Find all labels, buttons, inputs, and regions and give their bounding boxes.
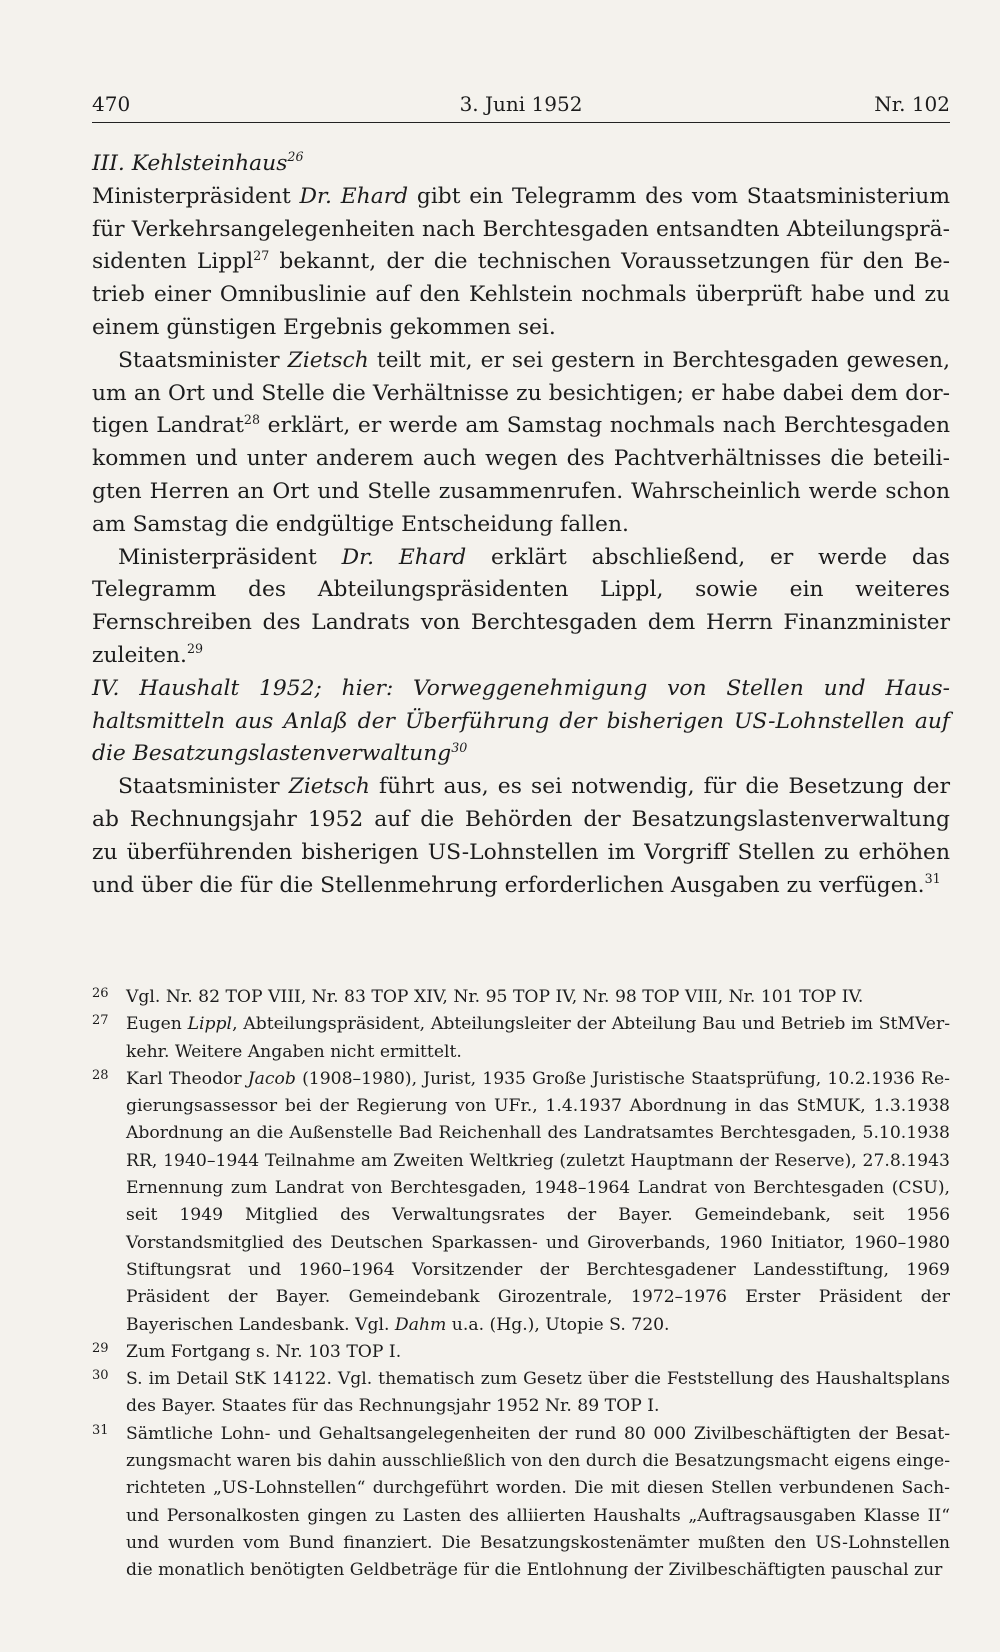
paragraph: Staatsminister Zietsch führt aus, es sei notwendig, für die Besetzung der ab Rechnungsjahr 1952 auf die Behörden der Besatzungslastenverwaltung zu überführenden bisherigen US-Lohnstellen im Vorgriff Stellen zu erhöhen und über die für die Stellenmehrung erforderlichen Ausgaben zu verfügen.$^{31}$ — [92, 774, 951, 898]
footnote-ref: 26 — [287, 149, 304, 165]
footnote-27: 27 Eugen Lippl, Abteilungspräsident, Abteilungsleiter der Abteilung Bau und Betrieb im StMVerkehr. Weitere Angaben nicht ermittelt. — [92, 1013, 951, 1062]
header-date: 3. Juni 1952 — [459, 92, 583, 116]
footnote-26: 26 Vgl. Nr. 82 TOP VIII, Nr. 83 TOP XIV, Nr. 95 TOP IV, Nr. 98 TOP VIII, Nr. 101 TOP IV. — [92, 986, 864, 1007]
main-text — [92, 148, 950, 902]
paragraph: Ministerpräsident Dr. Ehard erklärt abschließend, er werde das Telegramm des Abteilungspräsidenten Lippl, sowie ein weiteres Fernschreiben des Landrats von Berchtesgaden dem Herrn Finanzminister zuleiten.$^{29}$ — [92, 544, 950, 668]
page-number: 470 — [92, 92, 131, 116]
footnote-ref: 27 — [253, 247, 270, 263]
footnote-ref: 29 — [187, 641, 204, 657]
footnote-ref: 31 — [924, 870, 941, 886]
running-header — [92, 88, 950, 123]
paragraph: Staatsminister Zietsch teilt mit, er sei gestern in Berchtesgaden gewesen, um an Ort und Stelle die Verhältnisse zu besichtigen; er habe dabei dem dortigen Landrat$^{28}$ erklärt, er werde am Samstag nochmals nach Berchtesgaden kommen und unter anderem auch wegen des Pachtverhältnisses die beteiligten Herren an Ort und Stelle zusammenrufen. Wahrscheinlich werde schon am Samstag die endgültige Entscheidung fallen. — [92, 347, 950, 537]
footnote-31: 31 Sämtliche Lohn- und Gehaltsangelegenheiten der rund 80 000 Zivilbeschäftigten der Besatzungsmacht waren bis dahin ausschließlich von den durch die Besatzungsmacht eigens eingerichteten „US-Lohnstellen“ durchgeführt worden. Die mit diesen Stellen verbundenen Sach- und Personalkosten gingen zu Lasten des alliierten Haushalts „Auftragsausgaben Klasse II“ und wurden vom Bund finanziert. Die Besatzungskostenämter mußten den US-Lohnstellen die monatlich benötigten Geldbeträge für die Entlohnung der Zivilbeschäftigten pauschal zur — [92, 1422, 950, 1581]
paragraph: Ministerpräsident Dr. Ehard gibt ein Telegramm des vom Staatsministerium für Verkehrsangelegenheiten nach Berchtesgaden entsandten Abteilungspräsidenten Lippl$^{27}$ bekannt, der die technischen Voraussetzungen für den Betrieb einer Omnibuslinie auf den Kehlstein nochmals überprüft habe und zu einem günstigen Ergebnis gekommen sei. — [92, 183, 950, 340]
issue-number: Nr. 102 — [874, 92, 950, 116]
footnotes — [92, 984, 950, 1585]
footnote-28: 28 Karl Theodor Jacob (1908–1980), Jurist, 1935 Große Juristische Staatsprüfung, 10.2.1936 Regierungsassessor bei der Regierung von UFr., 1.4.1937 Abordnung in das StMUK, 1.3.1938 Abordnung an die Außenstelle Bad Reichenhall des Landratsamtes Berchtesgaden, 5.10.1938 RR, 1940–1944 Teilnahme am Zweiten Weltkrieg (zuletzt Hauptmann der Reserve), 27.8.1943 Ernennung zum Landrat von Berchtesgaden, 1948–1964 Landrat von Berchtesgaden (CSU), seit 1949 Mitglied des Verwaltungsrates der Bayer. Gemeindebank, seit 1956 Vorstandsmitglied des Deutschen Sparkassen- und Giroverbands, 1960 Initiator, 1960–1980 Stiftungsrat und 1960–1964 Vorsitzender der Berchtesgadener Landesstiftung, 1969 Präsident der Bayer. Gemeindebank Girozentrale, 1972–1976 Erster Präsident der Bayerischen Landesbank. Vgl. Dahm u.a. (Hg.), Utopie S. 720. — [92, 1067, 950, 1335]
footnote-30: 30 S. im Detail StK 14122. Vgl. thematisch zum Gesetz über die Feststellung des Haushaltsplans des Bayer. Staates für das Rechnungsjahr 1952 Nr. 89 TOP I. — [92, 1368, 950, 1417]
footnote-29: 29 Zum Fortgang s. Nr. 103 TOP I. — [92, 1340, 402, 1362]
section-heading-3: III. Kehlsteinhaus$^{26}$ — [92, 149, 304, 176]
footnote-ref: 28 — [243, 411, 260, 427]
footnote-ref: 30 — [451, 739, 468, 755]
section-heading-4: IV. Haushalt 1952; hier: Vorweggenehmigung von Stellen und Haushaltsmitteln aus Anlaß der Überführung der bisherigen US-Lohnstellen auf die Besatzungslastenverwaltung$^{30}$ — [92, 675, 950, 767]
